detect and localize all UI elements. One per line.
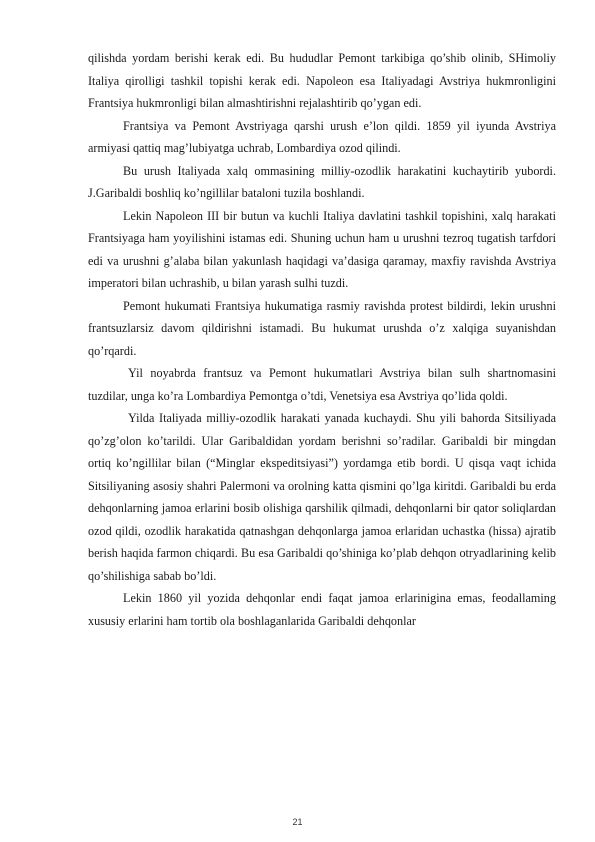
paragraph-1: qilishda yordam berishi kerak edi. Bu hududlar Pemont tarkibiga qo’shib olinib, SHimoliy Italiya qirolligi tashkil topishi kerak edi. Napoleon esa Italiyadagi Avstriya hukmronligini Frantsiya hukmronligi bilan almashtirishni rejalashtirib qo’ygan edi. [88, 51, 556, 110]
paragraph-2: Frantsiya va Pemont Avstriyaga qarshi urush e’lon qildi. 1859 yil iyunda Avstriya armiyasi qattiq mag’lubiyatga uchrab, Lombardiya ozod qilindi. [88, 118, 556, 155]
paragraph-8: Lekin 1860 yil yozida dehqonlar endi faqat jamoa erlarinigina emas, feodallaming xususiy erlarini ham tortib ola boshlaganlarida Garibaldi dehqonlar [88, 591, 556, 628]
page-number: 21 [292, 817, 303, 827]
paragraph-5: Pemont hukumati Frantsiya hukumatiga rasmiy ravishda protest bildirdi, lekin urushni frantsuzlarsiz davom qildirishni istamadi. Bu hukumat urushda o’z xalqiga suyanishdan qo’rqardi. [88, 298, 556, 358]
paragraph-3: Bu urush Italiyada xalq ommasining milliy-ozodlik harakatini kuchaytirib yubordi. J.Garibaldi boshliq ko’ngillilar bataloni tuzila boshlandi. [88, 163, 556, 200]
paragraph-6: Yil noyabrda frantsuz va Pemont hukumatlari Avstriya bilan sulh shartnomasini tuzdilar, unga ko’ra Lombardiya Pemontga o’tdi, Venetsiya esa Avstriya qo’lida qoldi. [88, 366, 556, 403]
paragraph-4: Lekin Napoleon III bir butun va kuchli Italiya davlatini tashkil topishini, xalq harakati Frantsiyaga ham yoyilishini istamas edi. Shuning uchun ham u urushni tezroq tugatish tarfdori edi va urushni g’alaba bilan yakunlash haqidagi va’dasiga qaramay, maxfiy ravishda Avstriya imperatori bilan uchrashib, u bilan yarash sulhi tuzdi. [88, 208, 556, 290]
paragraph-7: Yilda Italiyada milliy-ozodlik harakati yanada kuchaydi. Shu yili bahorda Sitsiliyada qo’zg’olon ko’tarildi. Ular Garibaldidan yordam berishni so’radilar. Garibaldi bir mingdan ortiq ko’ngillilar bilan (“Minglar ekspeditsiyasi”) yordamga etib bordi. U qisqa vaqt ichida Sitsiliyaning asosiy shahri Palermoni va orolning katta qismini qo’lga kiritdi. Garibaldi bu erda dehqonlarning jamoa erlarini bosib olishiga qarshilik qilmadi, dehqonlarni bir qator soliqlardan ozod qildi, ozodlik harakatida qatnashgan dehqonlarga jamoa erlaridan uchastka (hissa) ajratib berish haqida farmon chiqardi. Bu esa Garibaldi qo’shiniga ko’plab dehqon otryadlarining kelib qo’shilishiga sabab bo’ldi. [88, 411, 556, 583]
document-page [88, 47, 556, 632]
